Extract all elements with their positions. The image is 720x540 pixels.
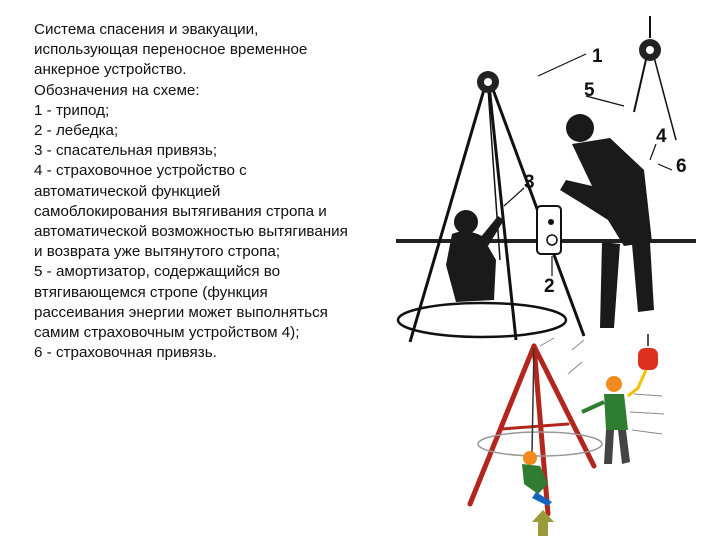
legend-line: Обозначения на схеме:	[34, 81, 200, 99]
manhole	[398, 303, 566, 337]
rescue-system-diagram	[396, 10, 710, 350]
legend-line: самим страховочным устройством 4);	[34, 324, 300, 342]
label-3: 3	[524, 172, 535, 193]
fall-arrest-device	[634, 16, 676, 140]
legend-line: и возврата уже вытянутого стропа;	[34, 243, 281, 261]
label-1: 1	[592, 46, 603, 67]
red-device	[628, 334, 658, 396]
legend-line: 1 - трипод;	[34, 101, 110, 119]
lift-arrow-icon	[532, 510, 554, 536]
legend-line: Система спасения и эвакуации,	[34, 21, 259, 38]
legend-line: самоблокирования вытягивания стропа и	[34, 202, 327, 220]
legend-line: 5 - амортизатор, содержащийся во	[34, 263, 281, 281]
rescue-photo-illustration	[462, 334, 676, 536]
legend-line: автоматической возможностью вытягивания	[34, 223, 348, 241]
legend-line: 2 - лебедка;	[34, 122, 119, 140]
winch	[537, 206, 561, 254]
legend-line: автоматической функцией	[34, 182, 221, 200]
label-5: 5	[584, 80, 595, 101]
label-6: 6	[676, 156, 687, 177]
legend-line: 3 - спасательная привязь;	[34, 142, 218, 160]
tripod-head	[477, 71, 499, 93]
rescuer	[560, 114, 654, 328]
label-4: 4	[656, 126, 667, 147]
legend-text	[34, 20, 402, 363]
legend-line: втягивающемся стропе (функция	[34, 283, 268, 301]
legend-line: использующая переносное временное	[34, 41, 308, 59]
label-2: 2	[544, 276, 555, 297]
legend-line: 6 - страховочная привязь.	[34, 344, 217, 362]
legend-line: рассеивания энергии может выполняться	[34, 303, 328, 321]
rescued-person	[446, 210, 504, 302]
legend-line: 4 - страховочное устройство с	[34, 162, 247, 180]
legend-line: анкерное устройство.	[34, 61, 187, 79]
